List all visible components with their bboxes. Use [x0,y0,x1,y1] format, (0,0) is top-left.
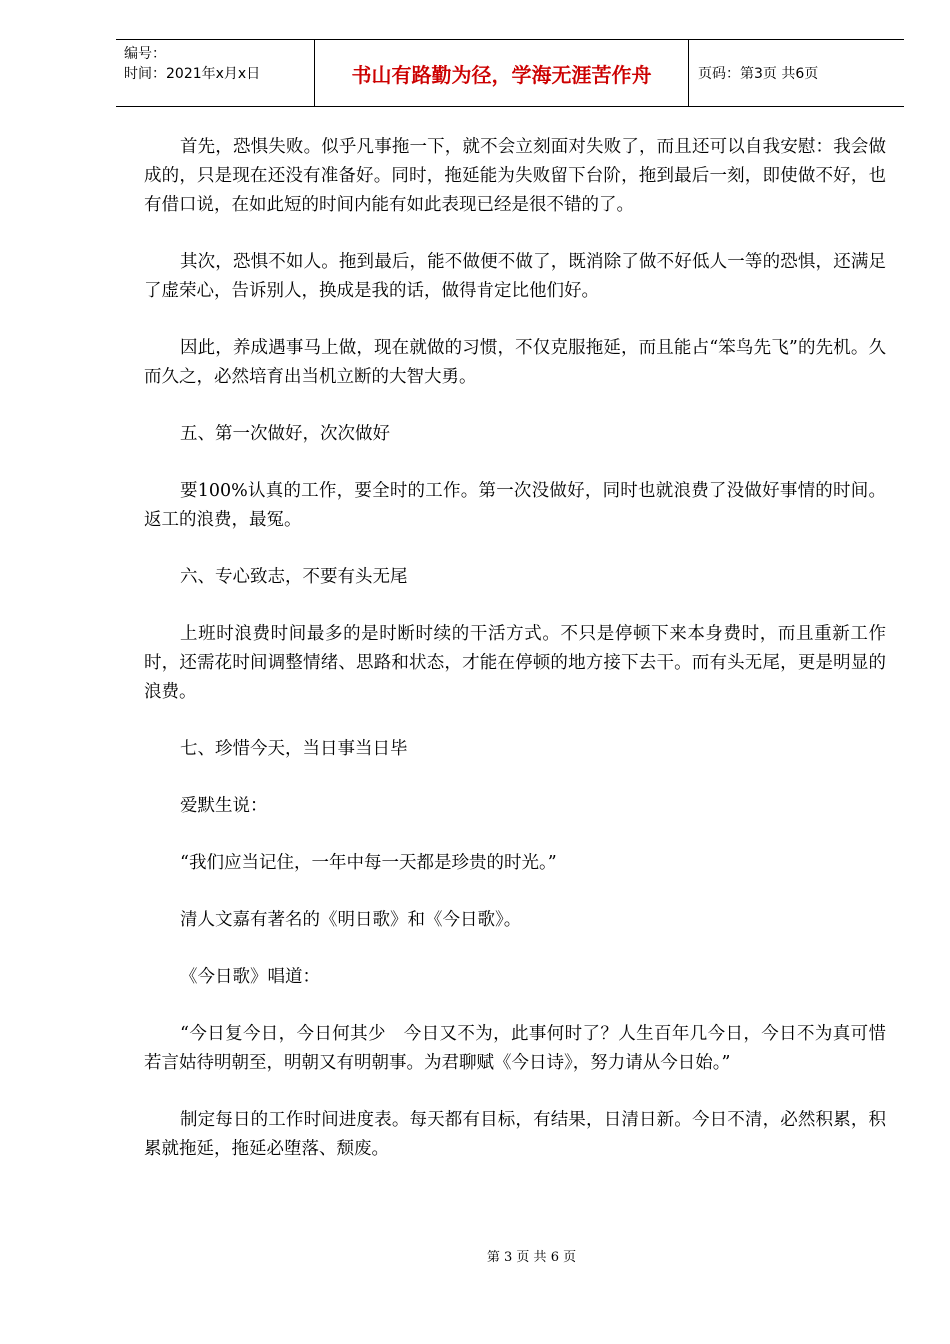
paragraph: 要100%认真的工作，要全时的工作。第一次没做好，同时也就浪费了没做好事情的时间。返工的浪费，最冤。 [144,481,886,530]
document-header [116,39,904,107]
document-number-label: 编号： [124,46,166,62]
paragraph: 首先，恐惧失败。似乎凡事拖一下，就不会立刻面对失败了，而且还可以自我安慰：我会做成的，只是现在还没有准备好。同时，拖延能为失败留下台阶，拖到最后一刻，即使做不好，也有借口说，在如此短的时间内能有如此表现已经是很不错的了。 [144,137,886,215]
paragraph: 制定每日的工作时间进度表。每天都有目标，有结果，日清日新。今日不清，必然积累，积累就拖延，拖延必堕落、颓废。 [144,1110,886,1159]
document-date: 时间：2021年x月x日 [124,66,261,82]
quote: “我们应当记住，一年中每一天都是珍贵的时光。” [180,853,557,873]
paragraph: 《今日歌》唱道： [180,967,320,987]
header-meta [116,40,315,106]
section-heading: 五、第一次做好，次次做好 [180,424,390,444]
page-footer: 第 3 页 共 6 页 [486,1250,577,1265]
section-heading: 六、专心致志，不要有头无尾 [180,567,408,587]
document-body [144,133,904,1192]
paragraph: 因此，养成遇事马上做，现在就做的习惯，不仅克服拖延，而且能占“笨鸟先飞”的先机。久而久之，必然培育出当机立断的大智大勇。 [144,338,886,387]
paragraph: 爱默生说： [180,796,268,816]
paragraph: 其次，恐惧不如人。拖到最后，能不做便不做了，既消除了做不好低人一等的恐惧，还满足了虚荣心，告诉别人，换成是我的话，做得肯定比他们好。 [144,252,886,301]
section-heading: 七、珍惜今天，当日事当日毕 [180,739,408,759]
poem-quote: “今日复今日，今日何其少 今日又不为，此事何时了？人生百年几今日，今日不为真可惜 若言姑待明朝至，明朝又有明朝事。为君聊赋《今日诗》，努力请从今日始。” [144,1024,904,1073]
header-motto: 书山有路勤为径，学海无涯苦作舟 [315,40,689,106]
paragraph: 清人文嘉有著名的《明日歌》和《今日歌》。 [180,910,522,930]
header-page-info: 页码：第3页 共6页 [698,66,819,82]
paragraph: 上班时浪费时间最多的是时断时续的干活方式。不只是停顿下来本身费时，而且重新工作时，还需花时间调整情绪、思路和状态，才能在停顿的地方接下去干。而有头无尾，更是明显的浪费。 [144,624,886,702]
